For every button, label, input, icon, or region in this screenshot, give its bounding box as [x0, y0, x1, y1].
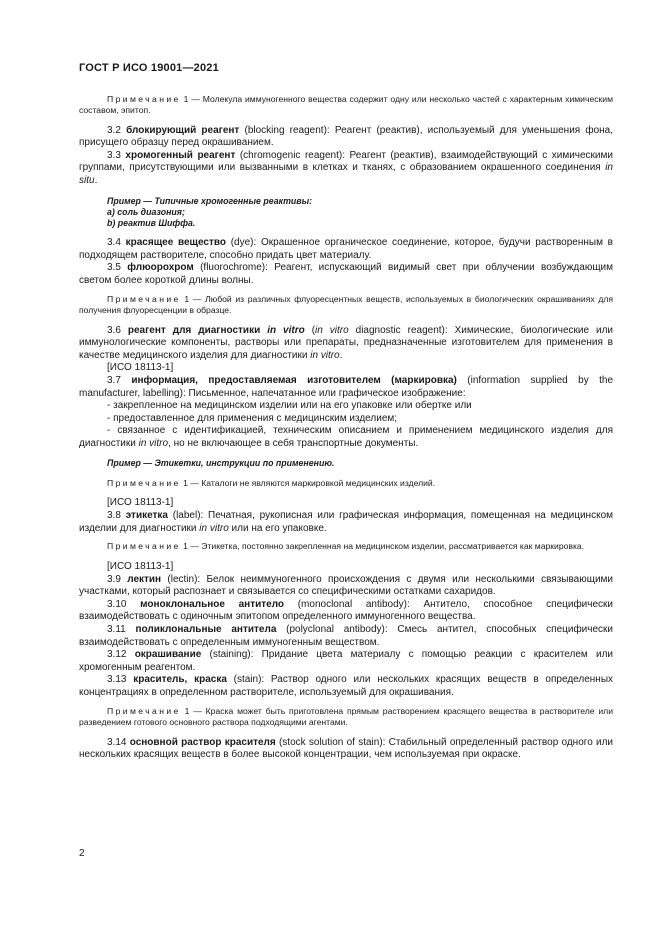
- list-item: - предоставленное для применения с медицинским изделием;: [107, 412, 398, 424]
- term-stain: краситель, краска: [133, 674, 227, 686]
- entry-3-11: 3.11 поликлональные антитела (polyclonal antibody): Смесь антител, способных специфически взаимодействовать с определенным иммуногенным веществом.: [79, 624, 613, 648]
- term-chromogenic-reagent: хромогенный реагент: [125, 149, 236, 161]
- note-3-13: Примечание 1 — Краска может быть приготовлена прямым растворением красящего вещества в растворителе или разведением готового основного раствора подходящими агентами.: [79, 705, 613, 727]
- entry-3-5: 3.5 флюорохром (fluorochrome): Реагент, испускающий видимый свет при облучении возбуждающим светом более короткой длины волны.: [79, 262, 614, 286]
- term-stock-solution: основной раствор красителя: [129, 736, 276, 748]
- entry-3-3: 3.3 хромогенный реагент (chromogenic reagent): Реагент (реактив), взаимодействующий с химическими группами, присутствующими или вызванными в клетках и тканях, с образованием окрашенного соединения in situ.: [79, 149, 613, 186]
- term-fluorochrome: флюорохром: [127, 262, 194, 274]
- reference-iso-18113-1: [ИСО 18113-1]: [107, 497, 174, 509]
- entry-3-6: 3.6 реагент для диагностики in vitro (in vitro diagnostic reagent): Химические, биологические или иммунологические компоненты, растворы или препараты, предназначенные изготовителем для применения в качестве медицинского изделия для диагностики in vitro.: [79, 324, 614, 361]
- entry-3-4: 3.4 красящее вещество (dye): Окрашенное органическое соединение, которое, будучи растворенным в подходящем растворителе, способно придать цвет материалу.: [79, 237, 613, 261]
- term-label: этикетка: [125, 510, 168, 522]
- document-body: [79, 85, 613, 762]
- reference-iso-18113-1: [ИСО 18113-1]: [107, 362, 174, 374]
- term-information-supplied: информация, предоставляемая изготовителем (маркировка): [131, 374, 457, 386]
- entry-3-2: 3.2 блокирующий реагент (blocking reagent): Реагент (реактив), используемый для уменьшения фона, присущего образцу перед окрашиванием.: [79, 124, 613, 149]
- entry-3-12: 3.12 окрашивание (staining): Придание цвета материалу с помощью реакции с красителем или хромогенным реагентом.: [79, 649, 614, 673]
- entry-3-14: 3.14 основной раствор красителя (stock solution of stain): Стабильный определенный раствор одного или нескольких красящих веществ в более высокой концентрации, чем используемая при окраске.: [79, 736, 614, 761]
- list-item: - закрепленное на медицинском изделии или на его упаковке или обертке или: [107, 400, 472, 412]
- term-lectin: лектин: [127, 573, 162, 585]
- entry-3-8: 3.8 этикетка (label): Печатная, рукописная или графическая информация, помещенная на медицинском изделии для диагностики in vitro или на его упаковке.: [79, 510, 614, 534]
- term-polyclonal-antibody: поликлональные антитела: [135, 624, 277, 636]
- note-3-8: Примечание 1 — Этикетка, постоянно закрепленная на медицинском изделии, рассматривается как маркировка.: [107, 541, 585, 552]
- note-3-5: Примечание 1 — Любой из различных флуоресцентных веществ, используемых в биологических окрашиваниях для получения флуоресценции в образце.: [79, 293, 614, 315]
- term-monoclonal-antibody: моноклональное антитело: [140, 598, 285, 610]
- term-blocking-reagent: блокирующий реагент: [126, 124, 240, 136]
- note-3-7: Примечание 1 — Каталоги не являются маркировкой медицинских изделий.: [107, 477, 436, 488]
- entry-3-13: 3.13 краситель, краска (stain): Раствор одного или нескольких красящих веществ в определенных концентрациях в определенном растворителе, используемый для окрашивания.: [79, 674, 614, 698]
- note-3-1: Примечание 1 — Молекула иммуногенного вещества содержит одну или несколько частей с характерным химическим составом, эпитоп.: [79, 93, 613, 115]
- document-header: ГОСТ Р ИСО 19001—2021: [79, 62, 219, 74]
- page-number: 2: [79, 848, 85, 859]
- example-chromogenic: Пример — Типичные хромогенные реактивы: а) соль диазония; b) реактив Шиффа.: [107, 195, 313, 228]
- reference-iso-18113-1: [ИСО 18113-1]: [107, 561, 174, 573]
- list-item: - связанное с идентификацией, техническим описанием и применением медицинского изделия для диагностики in vitro, но не включающее в себя транспортные документы.: [79, 425, 613, 449]
- term-dye: красящее вещество: [125, 237, 226, 249]
- entry-3-10: 3.10 моноклональное антитело (monoclonal antibody): Антитело, способное специфически взаимодействовать с одиночным эпитопом определенного иммуногенного вещества.: [79, 598, 613, 623]
- entry-3-9: 3.9 лектин (lectin): Белок неиммуногенного происхождения с двумя или несколькими связывающими участками, который распознает и связывается со специфическими остатками сахаридов.: [79, 573, 613, 598]
- entry-3-7: 3.7 информация, предоставляемая изготовителем (маркировка) (information supplied by the manufacturer, labelling): Письменное, напечатанное или графическое изображение:: [79, 374, 613, 399]
- example-labels: Пример — Этикетки, инструкции по применению.: [107, 458, 335, 469]
- term-staining: окрашивание: [134, 649, 202, 661]
- term-ivd-reagent: реагент для диагностики in vitro: [127, 324, 305, 336]
